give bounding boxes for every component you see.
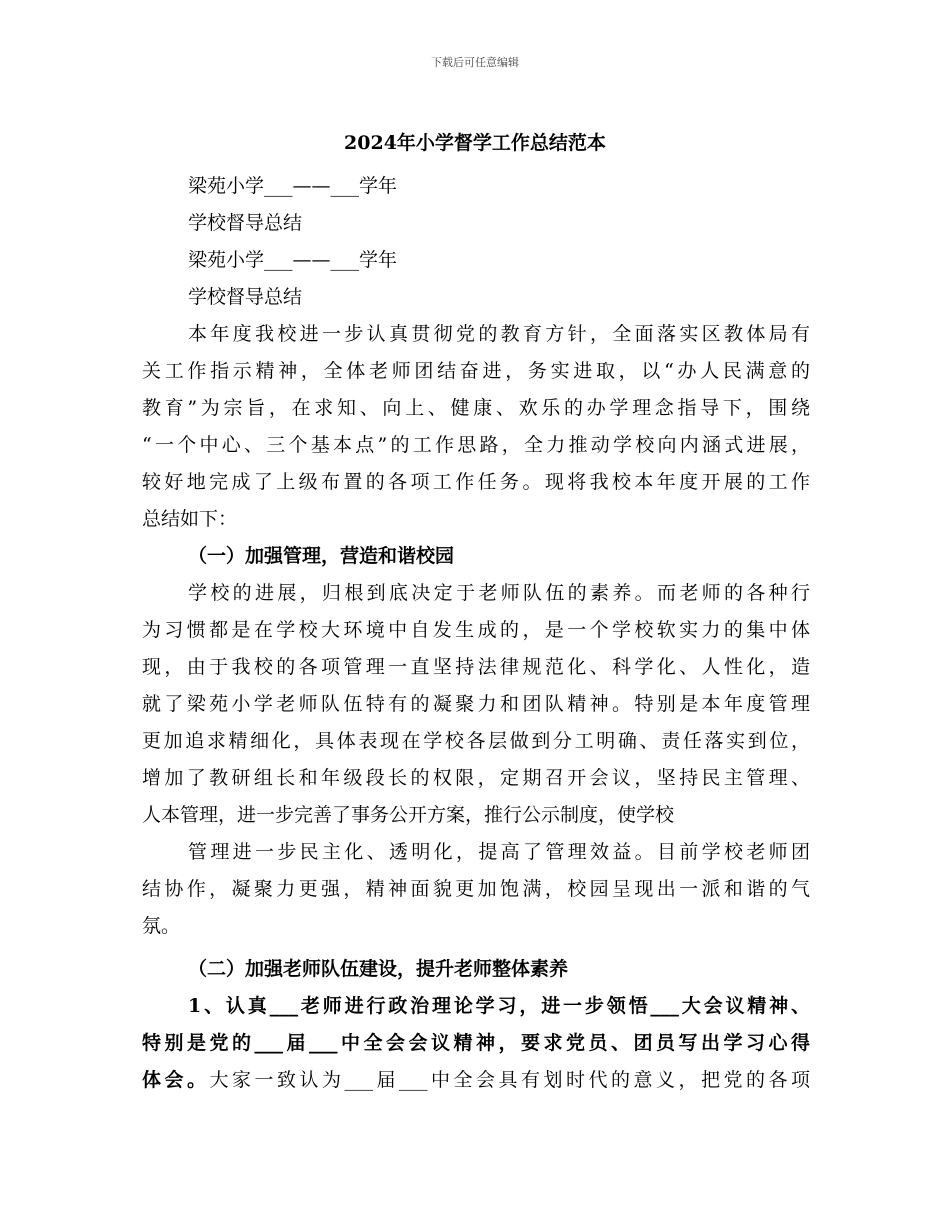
text-line xyxy=(142,908,810,945)
text-line xyxy=(142,834,810,871)
line-text: （二）加强老师队伍建设，提升老师整体素养 xyxy=(188,958,569,980)
line-text: 梁苑小学___——___学年 xyxy=(188,249,398,271)
document-title: 2024年小学督学工作总结范本 xyxy=(344,132,606,154)
line-text: 更加追求精细化，具体表现在学校各层做到分工明确、责任落实到位， xyxy=(142,730,810,752)
line-text: 学校督导总结 xyxy=(188,286,303,308)
page-header-note: 下载后可任意编辑 xyxy=(431,56,519,69)
text-line xyxy=(142,575,810,612)
text-line xyxy=(142,242,810,279)
section-heading-line xyxy=(142,1025,810,1062)
line-text: 就了梁苑小学老师队伍特有的凝聚力和团队精神。特别是本年度管理 xyxy=(142,693,810,715)
line-text: 人本管理，进一步完善了事务公开方案，推行公示制度，使学校 xyxy=(142,804,675,826)
section-heading-line xyxy=(142,1062,810,1099)
section-heading-line xyxy=(142,951,810,988)
line-text: 总结如下： xyxy=(142,508,238,530)
text-line xyxy=(142,871,810,908)
text-line xyxy=(142,390,810,427)
line-text: 学校督导总结 xyxy=(188,212,303,234)
line-text: （一）加强管理，营造和谐校园 xyxy=(188,545,455,567)
line-text: 管理进一步民主化、透明化，提高了管理效益。目前学校老师团 xyxy=(188,841,810,863)
line-text: 教育”为宗旨，在求知、向上、健康、欢乐的办学理念指导下，围绕 xyxy=(142,397,810,419)
line-text: 梁苑小学___——___学年 xyxy=(188,175,398,197)
line-text: 学校的进展，归根到底决定于老师队伍的素养。而老师的各种行 xyxy=(188,582,810,604)
section-heading-line xyxy=(142,538,810,575)
line-text: 本年度我校进一步认真贯彻党的教育方针，全面落实区教体局有 xyxy=(188,323,810,345)
text-line xyxy=(142,464,810,501)
line-text: 氛。 xyxy=(142,915,181,937)
document-body xyxy=(142,168,810,1099)
text-line xyxy=(142,797,810,834)
text-line xyxy=(142,760,810,797)
line-text: 关工作指示精神，全体老师团结奋进，务实进取，以“办人民满意的 xyxy=(142,360,810,382)
text-line xyxy=(142,723,810,760)
text-line xyxy=(142,427,810,464)
line-text: 增加了教研组长和年级段长的权限，定期召开会议，坚持民主管理、 xyxy=(142,767,810,789)
line-text-continuation: 大家一致认为___届___中全会具有划时代的意义，把党的各项 xyxy=(209,1069,810,1091)
text-line xyxy=(142,205,810,242)
section-heading-line xyxy=(142,988,810,1025)
text-line xyxy=(142,316,810,353)
line-text: 为习惯都是在学校大环境中自发生成的，是一个学校软实力的集中体 xyxy=(142,619,810,641)
text-line xyxy=(142,686,810,723)
line-text: 1、认真___老师进行政治理论学习，进一步领悟___大会议精神、 xyxy=(188,995,810,1017)
line-text: 较好地完成了上级布置的各项工作任务。现将我校本年度开展的工作 xyxy=(142,471,810,493)
line-text: 特别是党的___届___中全会会议精神，要求党员、团员写出学习心得 xyxy=(142,1032,810,1054)
text-line xyxy=(142,353,810,390)
text-line xyxy=(142,649,810,686)
text-line xyxy=(142,279,810,316)
text-line xyxy=(142,501,810,538)
line-text: 现，由于我校的各项管理一直坚持法律规范化、科学化、人性化，造 xyxy=(142,656,810,678)
text-line xyxy=(142,612,810,649)
line-text: “一个中心、三个基本点”的工作思路，全力推动学校向内涵式进展， xyxy=(142,434,810,456)
text-line xyxy=(142,168,810,205)
line-text: 结协作，凝聚力更强，精神面貌更加饱满，校园呈现出一派和谐的气 xyxy=(142,878,810,900)
line-text: 体会。 xyxy=(142,1069,210,1091)
